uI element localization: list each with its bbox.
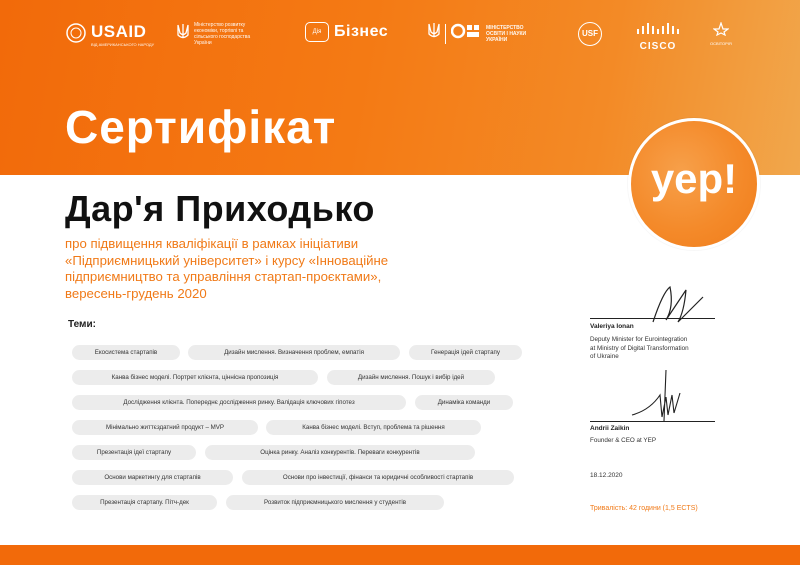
role-line: at Ministry of Digital Transformation — [590, 344, 689, 352]
topic-chip: Екосистема стартапів — [72, 345, 180, 360]
usf-logo — [578, 22, 602, 46]
yep-badge — [628, 118, 760, 250]
topic-chip: Основи про інвестиції, фінанси та юридичні особливості стартапів — [242, 470, 514, 485]
certificate-description — [65, 236, 585, 302]
topic-chip: Розвиток підприємницького мислення у студентів — [226, 495, 444, 510]
trident-icon — [428, 22, 440, 45]
osvitoria-logo — [710, 22, 732, 46]
usaid-seal-icon — [66, 23, 86, 48]
ministry-education-text: МІНІСТЕРСТВО ОСВІТИ І НАУКИ УКРАЇНИ — [486, 24, 527, 43]
topic-chip: Основи маркетингу для стартапів — [72, 470, 233, 485]
topic-chip: Презентація стартапу. Пітч-дек — [72, 495, 217, 510]
signature-1-role — [590, 336, 689, 362]
divider — [445, 24, 446, 44]
yep-badge-text: yep! — [650, 155, 738, 202]
trident-icon — [177, 23, 189, 46]
cisco-logo — [636, 22, 680, 52]
topics-label: Теми: — [68, 319, 96, 330]
usf-text: USF — [578, 22, 602, 46]
usaid-subtext: ВІД АМЕРИКАНСЬКОГО НАРОДУ — [91, 42, 155, 47]
topic-chip: Канва бізнес моделі. Портрет клієнта, ціннісна пропозиція — [72, 370, 318, 385]
role-line: Founder & CEO at YEP — [590, 437, 657, 444]
osvitoria-text: ОСВІТОРІЯ — [710, 41, 732, 46]
description-line: вересень-грудень 2020 — [65, 285, 207, 301]
diia-business-logo — [305, 22, 388, 42]
issue-date: 18.12.2020 — [590, 472, 623, 479]
signature-2-role — [590, 437, 656, 446]
cisco-bars-icon — [636, 22, 680, 40]
ministry-education-logo — [428, 22, 542, 45]
role-line: of Ukraine — [590, 353, 619, 360]
footer-bar — [0, 545, 800, 565]
topic-chip: Дослідження клієнта. Попереднє дослідження ринку. Валідація ключових гіпотез — [72, 395, 406, 410]
signature-1-line — [590, 318, 715, 319]
signature-1-name: Valeriya Ionan — [590, 323, 634, 330]
diia-badge: Дія — [305, 22, 329, 42]
certificate-title: Сертифікат — [65, 101, 337, 153]
ministry-economy-text: Міністерство розвитку економіки, торгівлі та сільського господарства України — [194, 22, 251, 46]
osvitoria-star-icon — [713, 22, 729, 41]
topic-chip: Канва бізнес моделі. Вступ, проблема та рішення — [266, 420, 481, 435]
topic-chip: Дизайн мислення. Визначення проблем, емпатія — [188, 345, 400, 360]
mon-logo-icon — [451, 22, 481, 45]
description-line: підприємництво та управління стартап-проєктами», — [65, 269, 382, 284]
cisco-text: CISCO — [639, 41, 677, 52]
ministry-economy-logo — [177, 22, 264, 46]
signature-2 — [590, 425, 656, 446]
topic-chip: Дизайн мислення. Пошук і вибір ідей — [327, 370, 495, 385]
topic-chip: Мінімально життєздатний продукт – MVP — [72, 420, 258, 435]
description-line: «Підприємницький університет» і курсу «Інноваційне — [65, 252, 389, 268]
topic-chip: Динаміка команди — [415, 395, 513, 410]
topic-chip: Генерація ідей стартапу — [409, 345, 522, 360]
signature-2-image — [630, 365, 690, 428]
signature-2-name: Andrii Zaikin — [590, 425, 630, 432]
topic-chip: Презентація ідеї стартапу — [72, 445, 196, 460]
topic-chip: Оцінка ринку. Аналіз конкурентів. Переваги конкурентів — [205, 445, 475, 460]
signature-1 — [590, 323, 689, 362]
description-line: про підвищення кваліфікації в рамках ініціативи — [65, 236, 359, 251]
signature-2-line — [590, 421, 715, 422]
usaid-logo — [66, 22, 154, 48]
course-duration: Тривалість: 42 години (1,5 ECTS) — [590, 505, 698, 512]
usaid-text: USAID — [91, 22, 147, 41]
partner-logos — [0, 22, 800, 56]
role-line: Deputy Minister for Eurointegration — [590, 336, 688, 343]
recipient-name: Дар'я Приходько — [65, 188, 375, 229]
biznes-text: Бізнес — [334, 23, 389, 40]
